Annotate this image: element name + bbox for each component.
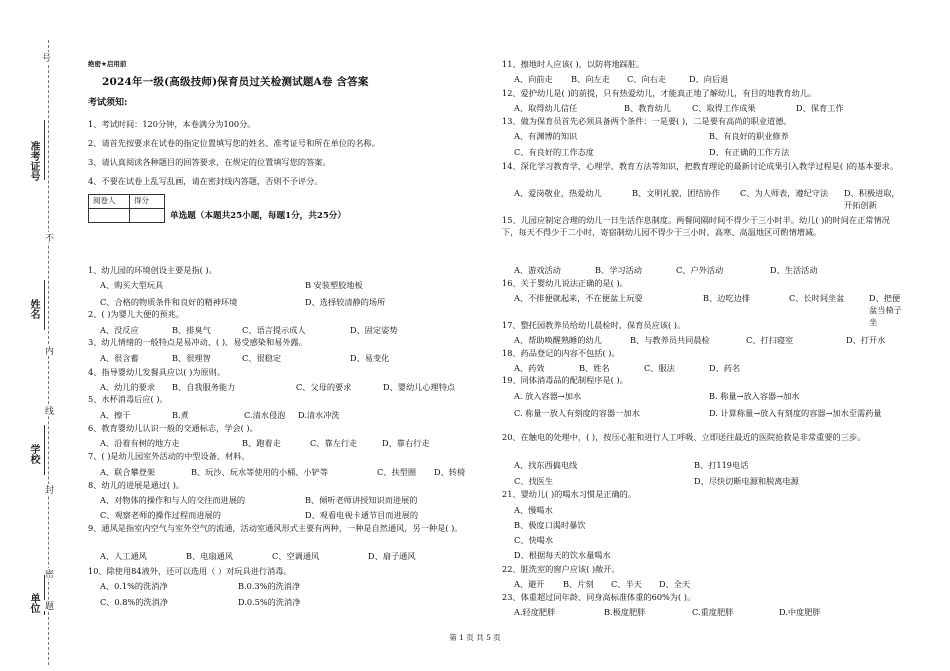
question-stem: 7、( )是幼儿园室外活动的中型设备、材料。 — [88, 451, 250, 461]
answer-option[interactable]: D、有正确的工作方法 — [709, 147, 790, 157]
question-stem: 5、水杯消毒后应( )。 — [88, 394, 168, 404]
question-stem: 19、同体消毒品的配制程序是( )。 — [502, 375, 628, 385]
answer-option[interactable]: C、空调通风 — [272, 551, 320, 561]
label-unit: 单位 — [28, 593, 39, 613]
answer-option[interactable]: B、玩沙、玩水等使用的小桶、小铲等 — [191, 467, 329, 477]
answer-option[interactable]: C、靠左行走 — [310, 438, 358, 448]
answer-option[interactable]: B、极度口渴时暴饮 — [514, 520, 586, 530]
answer-option[interactable]: D、婴幼儿心理特点 — [383, 382, 456, 392]
answer-option[interactable]: B、向左走 — [571, 74, 610, 84]
answer-option[interactable]: C. 称量一放人有刻度的容器一加水 — [514, 408, 640, 418]
notice-item: 3、请认真阅读各种题目的回答要求，在规定的位置填写您的答案。 — [88, 157, 331, 167]
secret-mark: 绝密★启用前 — [88, 60, 127, 68]
answer-option[interactable]: A、避开 — [514, 579, 545, 589]
answer-option[interactable]: C、有良好的工作态度 — [514, 147, 594, 157]
question-stem: 13、做为保育员首先必须具备两个条件：一是要( )，二是要有高尚的职业道德。 — [502, 116, 792, 126]
answer-option[interactable]: A、幼儿的要求 — [100, 382, 156, 392]
question-stem: 2、( )为婴儿大便的预兆。 — [88, 309, 185, 319]
answer-option[interactable]: C、找医生 — [514, 476, 554, 486]
answer-option[interactable]: D、打开水 — [846, 335, 886, 345]
question-stem: 17、整托园教养员给幼儿晨检时，保育员应该( )。 — [502, 320, 686, 330]
answer-option[interactable]: C、观察老师的操作过程而进展的 — [100, 510, 221, 520]
answer-option[interactable]: B、学习活动 — [595, 265, 642, 275]
school-line — [44, 425, 45, 475]
answer-option[interactable]: B、自我服务能力 — [172, 382, 236, 392]
score-table — [88, 194, 165, 223]
notice-item: 1、考试时间：120分钟，本卷满分为100分。 — [88, 119, 256, 129]
answer-option[interactable]: D.中度肥胖 — [779, 607, 821, 617]
answer-option[interactable]: A、慢喝水 — [514, 505, 553, 515]
seal-mark-xian: 线 — [43, 406, 53, 415]
answer-option[interactable]: D、把便盆当椅子坐 — [869, 293, 902, 328]
answer-option[interactable]: A、帮助唤醒熟睡的幼儿 — [514, 335, 602, 345]
answer-option[interactable]: A.轻度肥胖 — [514, 607, 556, 617]
answer-option[interactable]: A、找东西搞电线 — [514, 460, 578, 470]
answer-option[interactable]: C、半天 — [611, 579, 642, 589]
answer-option[interactable]: C、为人师表，遵纪守法 — [740, 188, 829, 198]
question-stem: 10、除使用84液外，还可以选用（ ）对玩具进行消毒。 — [88, 566, 292, 576]
answer-option[interactable]: D、观看电视卡通节目而进展的 — [305, 510, 419, 520]
name-line — [44, 280, 45, 330]
binding-margin — [0, 0, 60, 671]
answer-option[interactable]: D、向后退 — [689, 74, 729, 84]
answer-option[interactable]: D、积极进取，开拓创新 — [844, 188, 900, 211]
answer-option[interactable]: A、沿着有树的地方走 — [100, 438, 180, 448]
seal-mark-nei: 内 — [43, 346, 53, 355]
question-stem: 11、擦地时人应该( )，以防将地踩脏。 — [502, 59, 645, 69]
answer-option[interactable]: C、合格的物质条件和良好的精神环境 — [100, 297, 238, 307]
answer-option[interactable]: B、边吃边排 — [703, 293, 750, 303]
answer-option[interactable]: B、很理智 — [172, 353, 211, 363]
answer-option[interactable]: D、转椅 — [434, 467, 466, 477]
seal-mark-bu: 不 — [43, 233, 53, 242]
answer-option[interactable]: C、很稳定 — [242, 353, 282, 363]
answer-option[interactable]: C、户外活动 — [676, 265, 724, 275]
answer-option[interactable]: D、扇子通风 — [368, 551, 416, 561]
seal-mark-corner: 号 — [40, 53, 50, 62]
question-stem: 4、指导婴幼儿发餐具应以( )为原则。 — [88, 367, 226, 377]
answer-option[interactable]: D、尽快切断电源和脱离电源 — [694, 476, 799, 486]
answer-option[interactable]: D、保育工作 — [796, 103, 844, 113]
score-cell[interactable] — [130, 209, 165, 223]
answer-option[interactable]: D、药名 — [709, 363, 741, 373]
answer-option[interactable]: A. 放入容器→加水 — [514, 391, 582, 401]
notice-heading: 考试须知: — [88, 98, 128, 108]
question-stem: 22、脏洗室的窗户应该( )敞开。 — [502, 564, 620, 574]
answer-option[interactable]: B. 称量→放入容器→加水 — [709, 391, 800, 401]
answer-option[interactable]: C.重度肥胖 — [692, 607, 734, 617]
answer-option[interactable]: B、文明礼貌，团结协作 — [632, 188, 720, 198]
answer-option[interactable]: B.煮 — [172, 410, 189, 420]
answer-option[interactable]: B、电扇通风 — [186, 551, 233, 561]
answer-option[interactable]: C、服法 — [644, 363, 675, 373]
answer-option[interactable]: B.0.3%的洗消净 — [238, 581, 301, 591]
seal-mark-ti: 题 — [43, 601, 53, 610]
question-stem: 1、幼儿园的环境创设主要是指( )。 — [88, 265, 217, 275]
answer-option[interactable]: B、有良好的职业修养 — [709, 131, 789, 141]
page-footer: 第 1 页 共 5 页 — [449, 633, 501, 642]
answer-option[interactable]: A、不排便就起来，不在便盆上玩耍 — [514, 293, 643, 303]
answer-option[interactable]: D、易变化 — [350, 353, 390, 363]
answer-option[interactable]: D. 计算称量→放入有刻度的容器→加水至需药量 — [709, 408, 882, 418]
answer-option[interactable]: B、片刻 — [563, 579, 594, 589]
reviewer-header: 阅卷人 — [89, 195, 130, 209]
reviewer-cell[interactable] — [89, 209, 130, 223]
answer-option[interactable]: C、长时间坐盆 — [789, 293, 845, 303]
answer-option[interactable]: B.极度肥胖 — [604, 607, 646, 617]
label-school: 学校 — [28, 444, 39, 464]
answer-option[interactable]: B、排臭气 — [172, 325, 211, 335]
answer-option[interactable]: B、跑着走 — [242, 438, 281, 448]
answer-option[interactable]: A、取得幼儿信任 — [514, 103, 578, 113]
question-stem: 15、儿园应制定合理的幼儿一日生活作息制度。两餐间隔时间不得少于三小时半。幼儿( )的时间在正常情况下，每天不得少于二小时，寄宿制幼儿园不得少于三小时，高寒、高温地区可酌情增减。 — [502, 215, 890, 238]
answer-option[interactable]: A、游戏活动 — [514, 265, 561, 275]
answer-option[interactable]: A、人工通风 — [100, 551, 147, 561]
section-title: 单选题（本题共25小题，每题1分，共25分） — [170, 211, 346, 221]
question-stem: 21、婴幼儿( )的喝水习惯是正确的。 — [502, 489, 637, 499]
answer-option[interactable]: A、向前走 — [514, 74, 553, 84]
answer-option[interactable]: A、购买大型玩具 — [100, 280, 164, 290]
answer-option[interactable]: D、选择较清静的场所 — [305, 297, 386, 307]
question-stem: 16、关于婴幼儿说法正确的是( )。 — [502, 278, 628, 288]
answer-option[interactable]: B、姓名 — [579, 363, 610, 373]
answer-option[interactable]: B、与教养员共同晨检 — [630, 335, 710, 345]
answer-option[interactable]: C、扶型圈 — [377, 467, 417, 477]
question-stem: 20、在触电的处理中，( )，按压心脏和进行人工呼吸、立即送往最近的医院抢救是非常重要的三步。 — [502, 432, 866, 442]
answer-option[interactable]: A、擦干 — [100, 410, 131, 420]
answer-option[interactable]: A、有渊博的知识 — [514, 131, 578, 141]
answer-option[interactable]: C、0.8%的洗消净 — [100, 597, 169, 607]
answer-option[interactable]: B、打119电话 — [694, 460, 749, 470]
question-stem: 9、通风是指室内空气与室外空气的流通，活动室通风形式主要有两种，一种是自然通风，另一种是( )。 — [88, 523, 463, 533]
answer-option[interactable]: A、药效 — [514, 363, 545, 373]
answer-option[interactable]: C、向右走 — [627, 74, 667, 84]
answer-option[interactable]: C.清水侵泡 — [244, 410, 286, 420]
answer-option[interactable]: A、联合攀登架 — [100, 467, 156, 477]
answer-option[interactable]: B 安装塑胶地板 — [305, 280, 363, 290]
question-stem: 3、幼儿情绪的一般特点是易冲动、( )、易受感染和易外露。 — [88, 337, 307, 347]
question-stem: 14、深化学习教育学、心理学、教育方法等知识，把教育理论的最新讨论成果引入教学过程是( )的基本要求。 — [502, 161, 899, 171]
answer-option[interactable]: B、教育幼儿 — [624, 103, 671, 113]
question-stem: 8、幼儿的进展是通过( )。 — [88, 480, 185, 490]
question-stem: 12、爱护幼儿是( )的前提，只有热爱幼儿，才能真正地了解幼儿，有目的地教育幼儿。 — [502, 88, 817, 98]
answer-option[interactable]: C、父母的要求 — [296, 382, 352, 392]
answer-option[interactable]: D、根据每天的饮水量喝水 — [514, 550, 611, 560]
answer-option[interactable]: C、打扫寝室 — [746, 335, 794, 345]
label-exam-number: 准考证号 — [28, 141, 39, 181]
question-stem: 23、体重超过同年龄、同身高标准体重的60%为( )。 — [502, 592, 696, 602]
answer-option[interactable]: D、全天 — [659, 579, 691, 589]
question-stem: 18、药品登记的内容不包括( )。 — [502, 348, 620, 358]
answer-option[interactable]: D、固定姿势 — [350, 325, 398, 335]
answer-option[interactable]: C、取得工作成果 — [692, 103, 756, 113]
answer-option[interactable]: D、生活活动 — [770, 265, 818, 275]
answer-option[interactable]: D、靠右行走 — [382, 438, 430, 448]
label-name: 姓名 — [28, 299, 39, 319]
answer-option[interactable]: B、倾听老师讲授知识而进展的 — [305, 495, 418, 505]
exam-number-line — [44, 120, 45, 180]
answer-option[interactable]: C、快喝水 — [514, 535, 554, 545]
notice-item: 2、请首先按要求在试卷的指定位置填写您的姓名、准考证号和所在单位的名称。 — [88, 138, 380, 148]
answer-option[interactable]: A、0.1%的洗消净 — [100, 581, 168, 591]
answer-option[interactable]: A、爱岗敬业，热爱幼儿 — [514, 188, 602, 198]
answer-option[interactable]: D.0.5%的洗消净 — [238, 597, 301, 607]
answer-option[interactable]: C、语言提示成人 — [242, 325, 306, 335]
question-stem: 6、教育婴幼儿认识一般的交通标志，学会( )。 — [88, 423, 258, 433]
answer-option[interactable]: A、没反应 — [100, 325, 139, 335]
seal-mark-mi: 密 — [43, 569, 53, 578]
score-header: 得分 — [130, 195, 165, 209]
answer-option[interactable]: A、对物体的操作和与人的交往而进展的 — [100, 495, 246, 505]
notice-item: 4、不要在试卷上乱写乱画，请在密封线内答题，否则不予评分。 — [88, 176, 323, 186]
seal-mark-feng: 封 — [43, 485, 53, 494]
answer-option[interactable]: A、很含蓄 — [100, 353, 139, 363]
answer-option[interactable]: D.清水冲洗 — [298, 410, 340, 420]
exam-title: 2024年一级(高级技师)保育员过关检测试题A卷 含答案 — [102, 76, 369, 88]
